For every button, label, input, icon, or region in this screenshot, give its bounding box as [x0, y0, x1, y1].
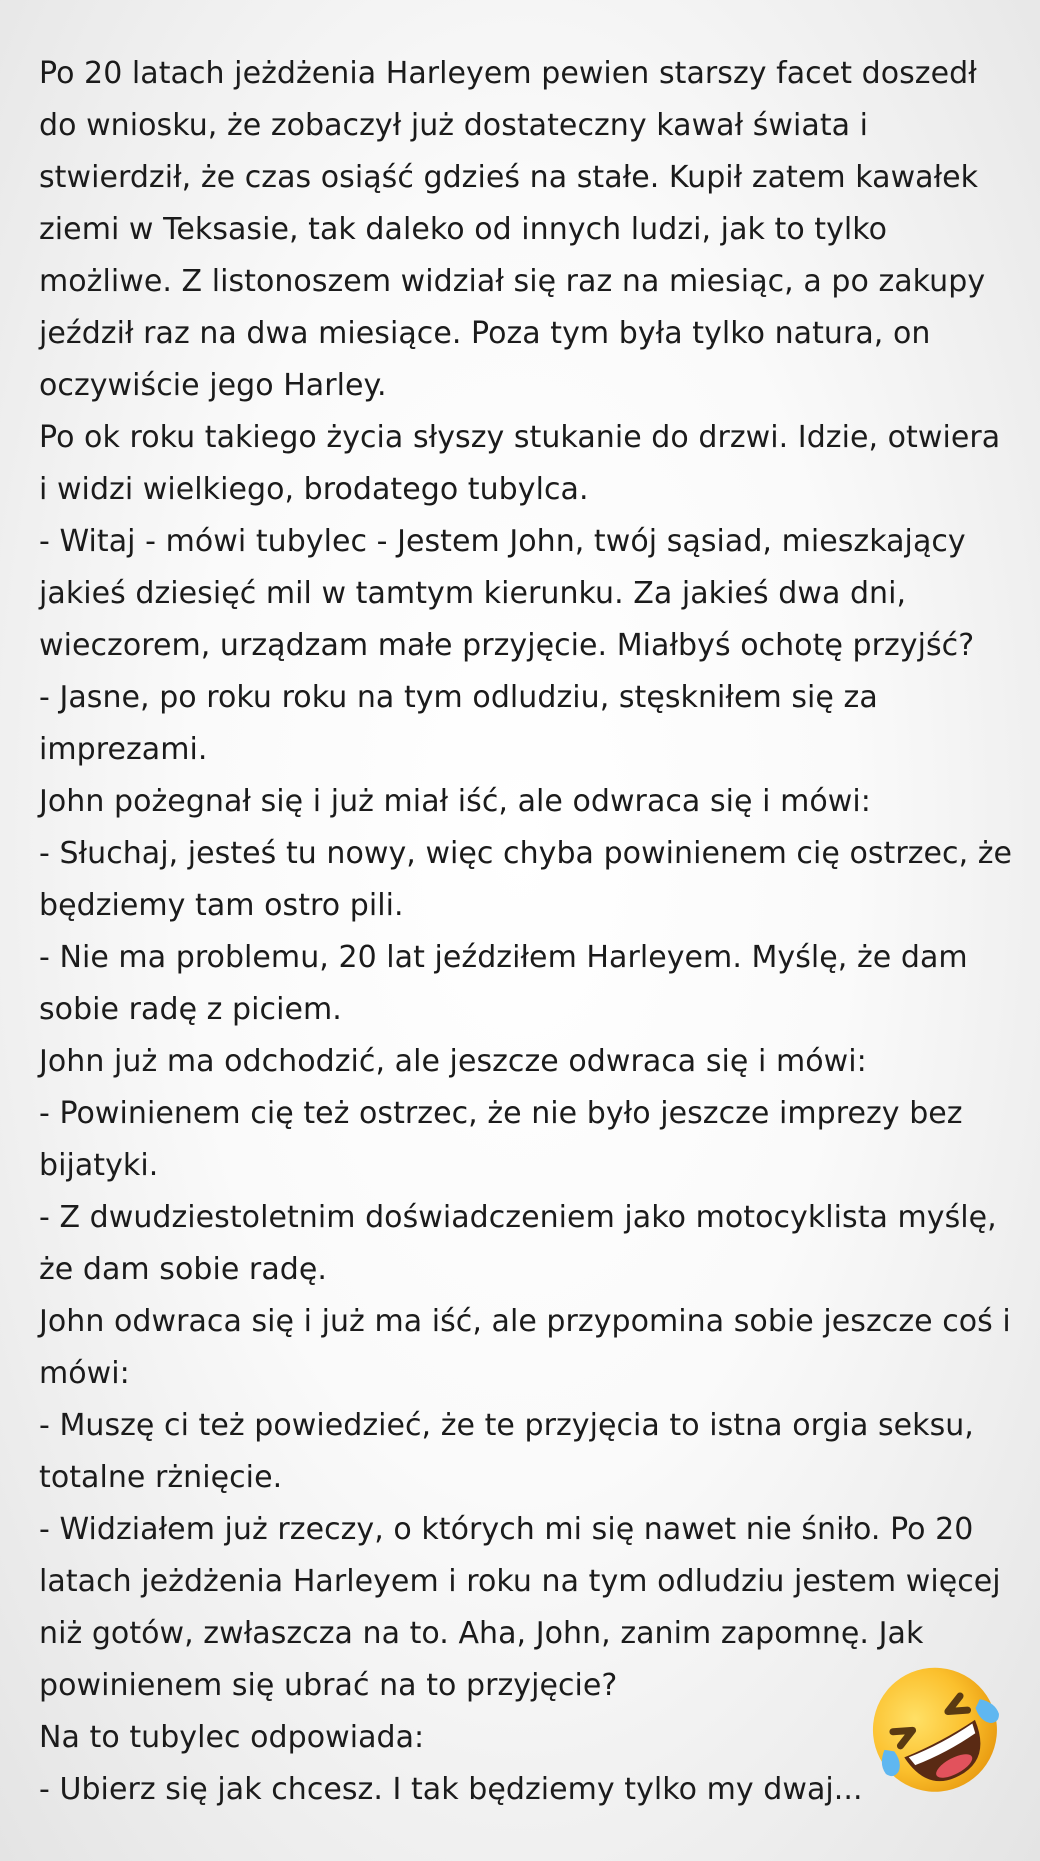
- paragraph-knock: Po ok roku takiego życia słyszy stukanie do drzwi. Idzie, otwiera i widzi wielkiego, brodatego tubylca.: [39, 420, 1001, 507]
- paragraph-john-turns-3: John odwraca się i już ma iść, ale przypomina sobie jeszcze coś i mówi:: [39, 1304, 1011, 1391]
- paragraph-reply-party: - Jasne, po roku roku na tym odludziu, stęskniłem się za imprezami.: [39, 680, 878, 767]
- paragraph-reply-drinking: - Nie ma problemu, 20 lat jeździłem Harleyem. Myślę, że dam sobie radę z piciem.: [39, 940, 968, 1027]
- joke-text: [39, 48, 1014, 1816]
- paragraph-john-turns-1: John pożegnał się i już miał iść, ale odwraca się i mówi:: [39, 784, 871, 819]
- paragraph-reply-fight: - Z dwudziestoletnim doświadczeniem jako motocyklista myślę, że dam sobie radę.: [39, 1200, 997, 1287]
- paragraph-warning-orgy: - Muszę ci też powiedzieć, że te przyjęcia to istna orgia seksu, totalne rżnięcie.: [39, 1408, 974, 1495]
- paragraph-john-turns-2: John już ma odchodzić, ale jeszcze odwraca się i mówi:: [39, 1044, 867, 1079]
- paragraph-reply-orgy: - Widziałem już rzeczy, o których mi się nawet nie śniło. Po 20 latach jeżdżenia Harleyem i roku na tym odludziu jestem więcej niż gotów, zwłaszcza na to. Aha, John, zanim zapomnę. Jak powinienem się ubrać na to przyjęcie?: [39, 1512, 1001, 1703]
- paragraph-punchline: - Ubierz się jak chcesz. I tak będziemy tylko my dwaj...: [39, 1772, 863, 1807]
- paragraph-native-answers: Na to tubylec odpowiada:: [39, 1720, 425, 1755]
- rolling-on-floor-laughing-emoji-icon: [866, 1660, 1002, 1796]
- paragraph-warning-fight: - Powinienem cię też ostrzec, że nie było jeszcze imprezy bez bijatyki.: [39, 1096, 963, 1183]
- paragraph-john-greeting: - Witaj - mówi tubylec - Jestem John, twój sąsiad, mieszkający jakieś dziesięć mil w tamtym kierunku. Za jakieś dwa dni, wieczorem, urządzam małe przyjęcie. Miałbyś ochotę przyjść?: [39, 524, 975, 663]
- paragraph-warning-drinking: - Słuchaj, jesteś tu nowy, więc chyba powinienem cię ostrzec, że będziemy tam ostro pili.: [39, 836, 1013, 923]
- paragraph-intro: Po 20 latach jeżdżenia Harleyem pewien starszy facet doszedł do wniosku, że zobaczył już dostateczny kawał świata i stwierdził, że czas osiąść gdzieś na stałe. Kupił zatem kawałek ziemi w Teksasie, tak daleko od innych ludzi, jak to tylko możliwe. Z listonoszem widział się raz na miesiąc, a po zakupy jeździł raz na dwa miesiące. Poza tym była tylko natura, on oczywiście jego Harley.: [39, 56, 986, 403]
